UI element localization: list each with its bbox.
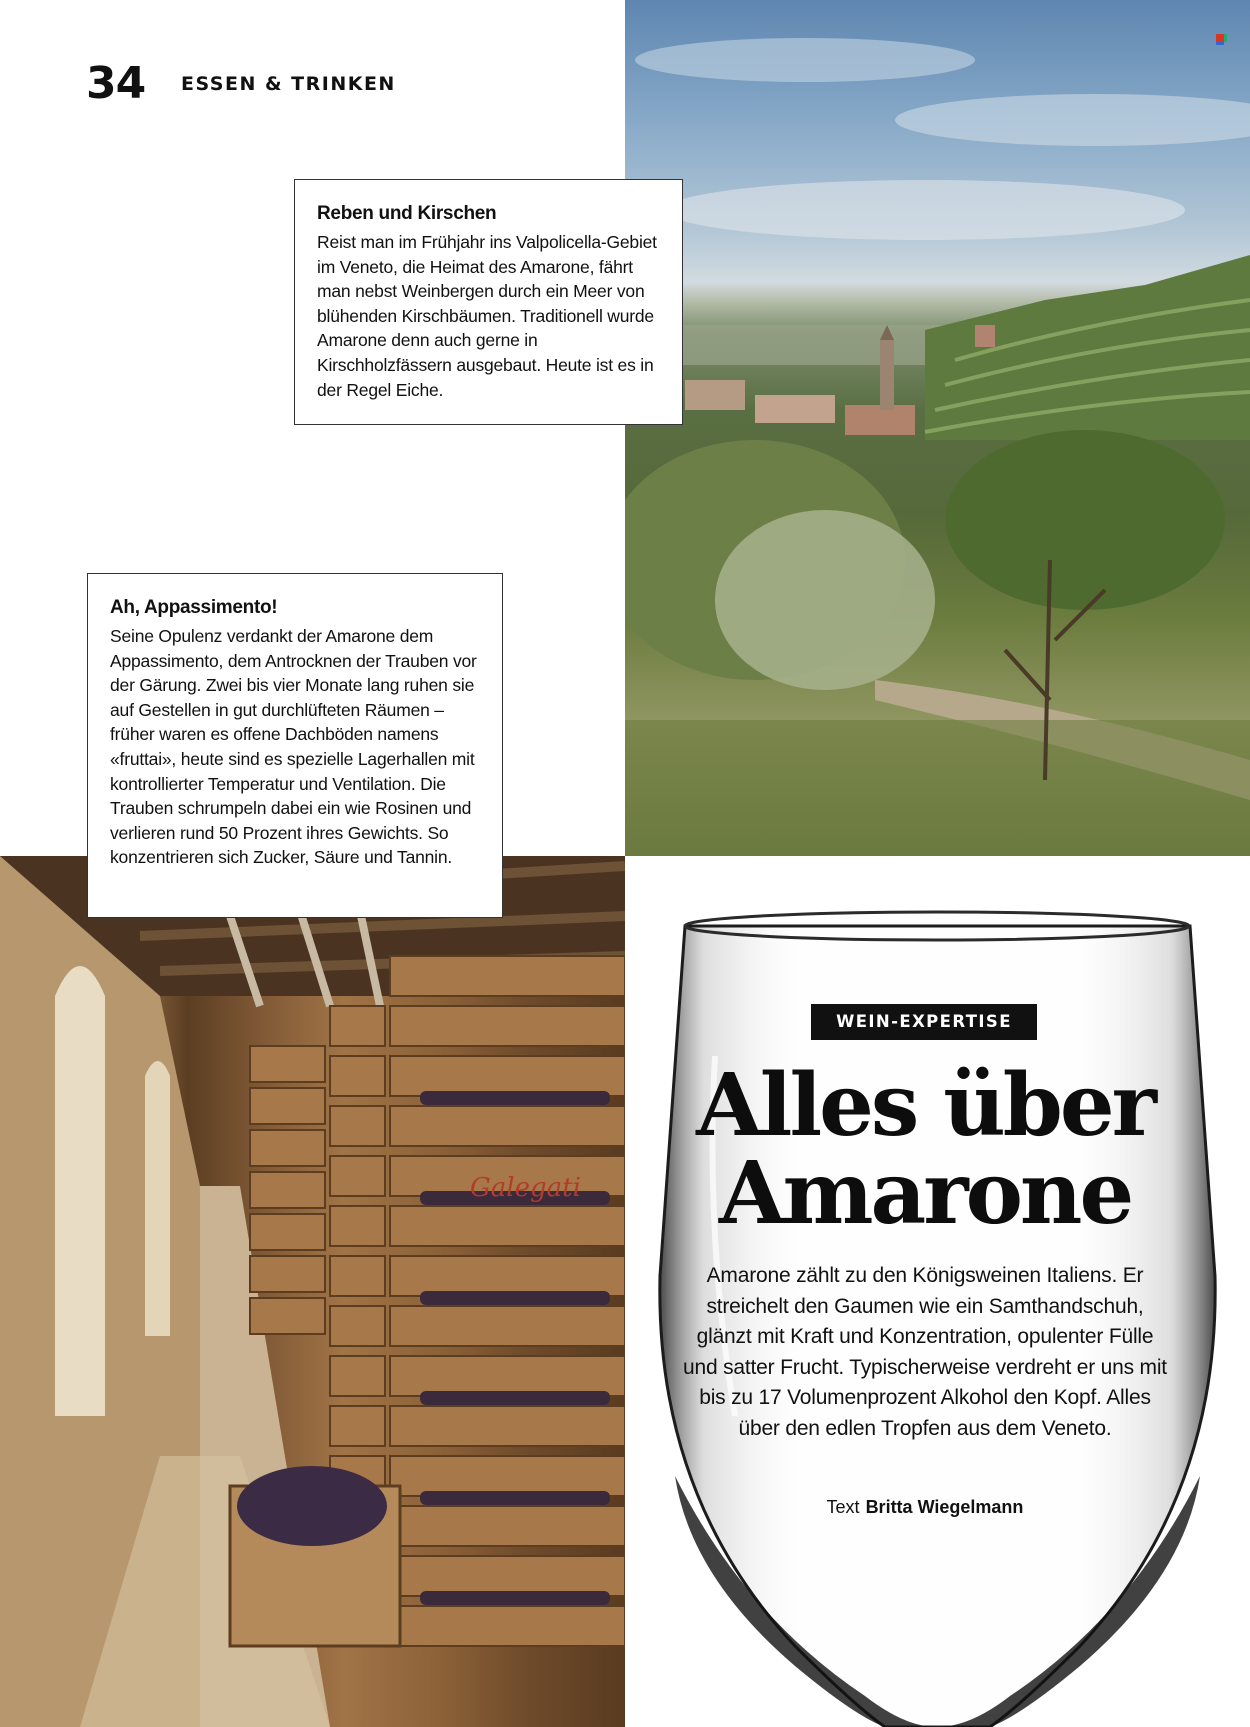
headline-line-1: Alles über: [696, 1055, 1154, 1156]
drying-loft-photo: [0, 856, 625, 1727]
info-box-text: Reist man im Frühjahr ins Valpolicella-Gebiet im Veneto, die Heimat des Amarone, fährt man nebst Weinbergen durch ein Meer von blühenden Kirschbäumen. Traditionell wurde Amarone denn auch gerne in Kirschholzfässern ausgebaut. Heute ist es in der Regel Eiche.: [317, 232, 657, 400]
info-box-title: Reben und Kirschen: [317, 203, 497, 224]
credit-author: Britta Wiegelmann: [865, 1497, 1024, 1517]
kicker-badge: WEIN-EXPERTISE: [811, 1004, 1037, 1040]
credit-label: Text: [826, 1497, 860, 1517]
section-title: ESSEN & TRINKEN: [181, 73, 396, 95]
info-box-text: Seine Opulenz verdankt der Amarone dem Appassimento, dem Antrocknen der Trauben vor der Gärung. Zwei bis vier Monate lang ruhen sie auf Gestellen in gut durchlüfteten Räumen – früher waren es offene Dachböden namens «fruttai», heute sind es spezielle Lagerhallen mit kontrollierter Temperatur und Ventilation. Die Trauben schrumpeln dabei ein wie Rosinen und verlieren rund 50 Prozent ihres Gewichts. So konzentrieren sich Zucker, Säure und Tannin.: [110, 626, 477, 868]
article-lead: Amarone zählt zu den Königsweinen Italiens. Er streichelt den Gaumen wie ein Samthandschuh, glänzt mit Kraft und Konzentration, opulenter Fülle und satter Frucht. Typischerweise verdreht er uns mit bis zu 17 Volumenprozent Alkohol den Kopf. Alles über den edlen Tropfen aus dem Veneto.: [683, 1264, 1167, 1440]
author-credit: [680, 1497, 1170, 1518]
info-box-title: Ah, Appassimento!: [110, 597, 278, 618]
crate-stamp: Galegati: [470, 1173, 581, 1203]
article-headline: [690, 1055, 1160, 1244]
publisher-logo-icon: [1216, 34, 1224, 42]
headline-line-2: Amarone: [718, 1143, 1132, 1244]
vineyard-landscape-photo: [625, 0, 1250, 856]
info-box-appassimento: [87, 573, 503, 918]
page-number: 34: [86, 58, 146, 109]
info-box-reben-und-kirschen: [294, 179, 683, 425]
